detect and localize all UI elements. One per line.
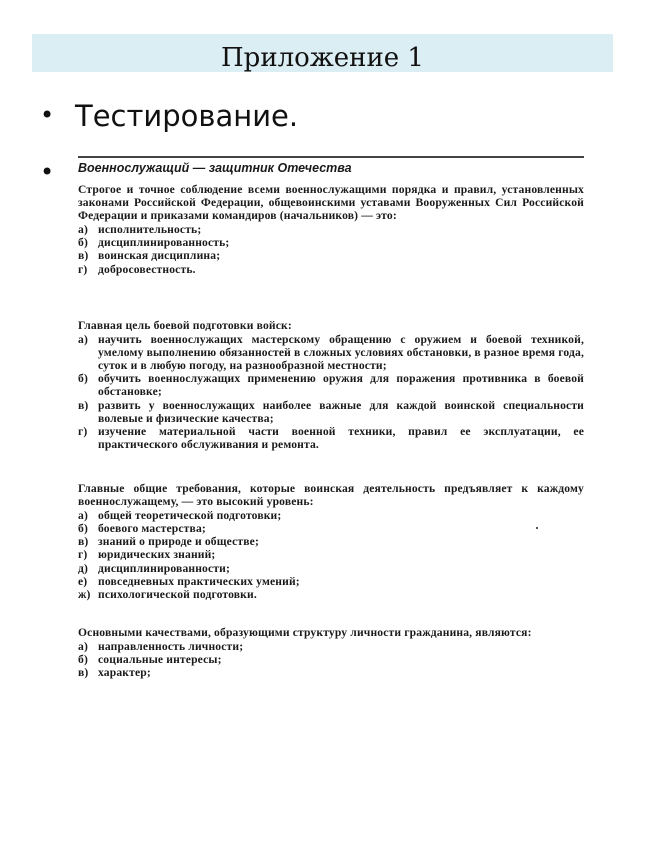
option-text: психологической подготовки.	[98, 587, 257, 601]
option-text: воинская дисциплина;	[98, 249, 221, 263]
option-text: дисциплинированности;	[98, 561, 230, 575]
option-letter: г)	[78, 262, 88, 276]
option-letter: а)	[78, 223, 88, 237]
option-letter: г)	[78, 548, 88, 562]
option-item	[78, 640, 584, 653]
option-text: исполнительность;	[98, 223, 202, 237]
options-list	[78, 640, 584, 679]
option-text: социальные интересы;	[98, 653, 222, 667]
option-item	[78, 535, 584, 548]
option-item	[78, 575, 584, 588]
option-text: изучение материальной части военной техники, правил ее эксплуатации, ее практического обслуживания и ремонта.	[98, 424, 584, 451]
option-item	[78, 509, 584, 522]
option-item	[78, 562, 584, 575]
option-item	[78, 249, 584, 262]
option-letter: б)	[78, 372, 88, 386]
options-list	[78, 223, 584, 275]
option-text: развить у военнослужащих наиболее важные для каждой воинской специальности волевые и физические качества;	[98, 398, 584, 425]
question-block	[78, 626, 584, 679]
option-item	[78, 236, 584, 249]
option-text: дисциплинированность;	[98, 236, 230, 250]
option-letter: а)	[78, 640, 88, 654]
bullet-dot-icon: •	[40, 101, 55, 129]
option-text: юридических знаний;	[98, 548, 216, 562]
options-list	[78, 509, 584, 601]
option-item	[78, 372, 584, 398]
option-letter: б)	[78, 522, 88, 536]
option-item	[78, 425, 584, 451]
option-item	[78, 399, 584, 425]
option-letter: в)	[78, 249, 89, 263]
option-text: боевого мастерства;	[98, 522, 206, 536]
bullet-text-testing: Тестирование.	[75, 99, 299, 133]
option-letter: ж)	[78, 587, 91, 601]
bullet-dot-icon: •	[40, 158, 55, 186]
scanned-test-page	[78, 156, 584, 716]
option-text: добросовестность.	[98, 262, 196, 276]
option-letter: а)	[78, 509, 88, 523]
option-letter: в)	[78, 535, 89, 549]
option-text: характер;	[98, 666, 151, 680]
option-letter: б)	[78, 236, 88, 250]
title-band	[32, 34, 613, 72]
option-item	[78, 263, 584, 276]
option-text: общей теоретической подготовки;	[98, 509, 282, 523]
question-block	[78, 482, 584, 601]
option-item	[78, 223, 584, 236]
option-item	[78, 588, 584, 601]
option-letter: г)	[78, 424, 88, 438]
option-item	[78, 522, 584, 535]
top-rule	[78, 156, 584, 158]
option-item	[78, 653, 584, 666]
options-list	[78, 333, 584, 451]
option-item	[78, 548, 584, 561]
option-item	[78, 666, 584, 679]
option-letter: в)	[78, 666, 89, 680]
question-block	[78, 319, 584, 451]
page-title: Приложение 1	[221, 43, 424, 73]
question-text: Строгое и точное соблюдение всеми военнослужащими порядка и правил, установленных законами Российской Федерации, общевоинскими уставами Вооруженных Сил Российской Федерации и приказами командиров (начальников) — это:	[78, 183, 584, 223]
scan-heading: Военнослужащий — защитник Отечества	[78, 161, 352, 175]
option-letter: в)	[78, 398, 89, 412]
option-letter: а)	[78, 333, 88, 347]
question-text: Главная цель боевой подготовки войск:	[78, 319, 292, 332]
option-letter: б)	[78, 653, 88, 667]
option-letter: е)	[78, 574, 88, 588]
option-text: повседневных практических умений;	[98, 574, 300, 588]
question-text: Основными качествами, образующими структуру личности гражданина, являются:	[78, 626, 532, 639]
option-item	[78, 333, 584, 372]
question-text: Главные общие требования, которые воинская деятельность предъявляет к каждому военнослужащему, — это высокий уровень:	[78, 482, 584, 509]
question-block	[78, 183, 584, 276]
option-text: научить военнослужащих мастерскому обращению с оружием и боевой техникой, умелому выполнению обязанностей в сложных условиях обстановки, в разное время года, суток и в любую погоду, на разнообразной местности;	[98, 333, 584, 373]
option-text: знаний о природе и обществе;	[98, 535, 259, 549]
option-text: обучить военнослужащих применению оружия для поражения противника в боевой обстановке;	[98, 372, 584, 399]
option-text: направленность личности;	[98, 640, 244, 654]
option-letter: д)	[78, 561, 89, 575]
